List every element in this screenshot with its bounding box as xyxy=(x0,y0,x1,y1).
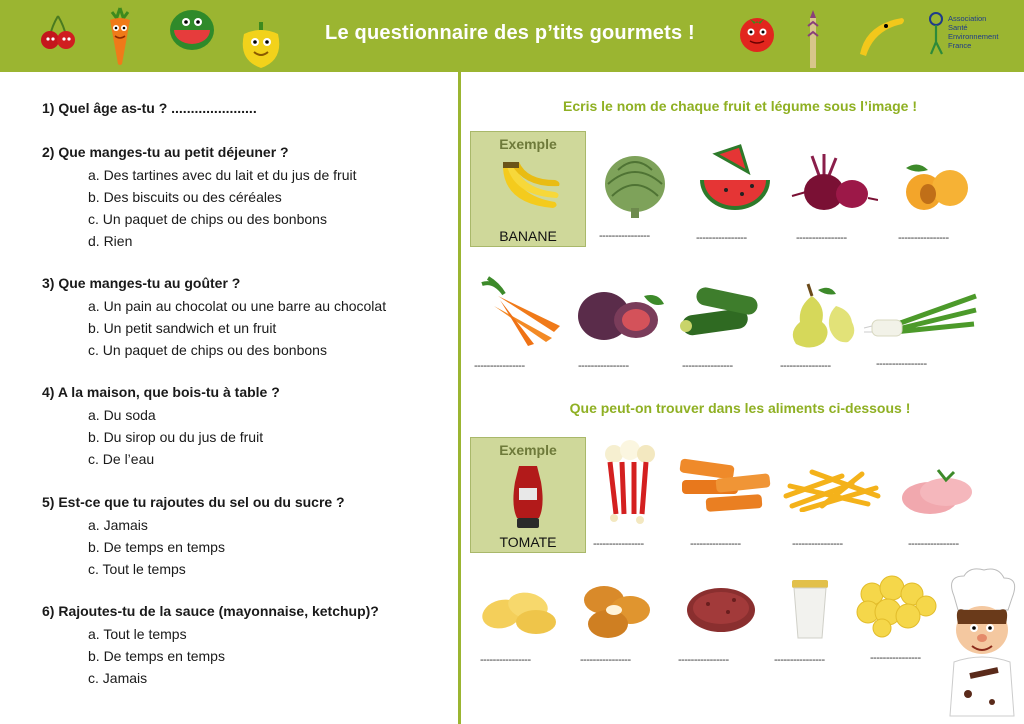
banana-icon xyxy=(497,158,563,216)
example-box-ketchup xyxy=(470,437,586,553)
answer-option[interactable]: c. Un paquet de chips ou des bonbons xyxy=(88,342,327,358)
answer-option[interactable]: b. De temps en temps xyxy=(88,648,225,664)
example-label: Exemple xyxy=(499,442,557,458)
answer-option[interactable]: d. Rien xyxy=(88,233,133,249)
answer-option[interactable]: a. Tout le temps xyxy=(88,626,187,642)
answer-option[interactable]: c. Un paquet de chips ou des bonbons xyxy=(88,211,327,227)
answer-blank-line[interactable]: ---------------- xyxy=(696,232,747,244)
yogurt-icon xyxy=(788,578,832,640)
answer-blank-line[interactable]: ---------------- xyxy=(796,232,847,244)
answer-blank-line[interactable]: ---------------- xyxy=(580,654,631,666)
answer-blank-line[interactable]: ---------------- xyxy=(593,538,644,550)
question-6 xyxy=(42,601,447,689)
question-label: 5) Est-ce que tu rajoutes du sel ou du sucre ? xyxy=(42,494,345,510)
answer-blank-line[interactable]: ---------------- xyxy=(480,654,531,666)
cherry-mascot-icon xyxy=(38,12,78,52)
section-ingredients-title: Que peut-on trouver dans les aliments ci-dessous ! xyxy=(569,400,911,416)
fish-sticks-icon xyxy=(676,458,772,516)
question-label: 1) Quel âge as-tu ? ...................... xyxy=(42,100,257,116)
answer-option[interactable]: b. De temps en temps xyxy=(88,539,225,555)
answer-option[interactable]: b. Du sirop ou du jus de fruit xyxy=(88,429,264,445)
answer-blank-line[interactable]: ---------------- xyxy=(682,360,733,372)
page-title: Le questionnaire des p’tits gourmets ! xyxy=(325,22,695,44)
fig-icon xyxy=(574,282,666,344)
answer-blank-line[interactable]: ---------------- xyxy=(780,360,831,372)
chips-icon xyxy=(480,586,560,638)
zucchini-icon xyxy=(678,284,762,342)
answer-blank-line[interactable]: ---------------- xyxy=(774,654,825,666)
answer-blank-line[interactable]: ---------------- xyxy=(474,360,525,372)
answer-blank-line[interactable]: ---------------- xyxy=(678,654,729,666)
example-answer: BANANE xyxy=(499,228,557,244)
example-answer: TOMATE xyxy=(499,534,557,550)
answer-blank-line[interactable]: ---------------- xyxy=(578,360,629,372)
association-figure-icon xyxy=(928,12,946,56)
association-logo xyxy=(928,12,1020,62)
ketchup-icon xyxy=(511,462,545,528)
answer-blank-line[interactable]: ---------------- xyxy=(599,230,650,242)
burger-patty-icon xyxy=(684,586,758,634)
pepper-mascot-icon xyxy=(238,20,284,70)
answer-option[interactable]: c. Tout le temps xyxy=(88,561,186,577)
section-fruits-title: Ecris le nom de chaque fruit et légume sous l’image ! xyxy=(563,98,917,114)
answer-blank-line[interactable]: ---------------- xyxy=(876,358,927,370)
apricot-icon xyxy=(898,158,974,214)
beetroot-icon xyxy=(790,152,878,216)
artichoke-icon xyxy=(600,150,670,218)
answer-option[interactable]: b. Un petit sandwich et un fruit xyxy=(88,320,277,336)
carrot-icon xyxy=(474,276,564,346)
popcorn-icon xyxy=(600,440,660,524)
answer-blank-line[interactable]: ---------------- xyxy=(690,538,741,550)
example-label: Exemple xyxy=(499,136,557,152)
chef-mascot-icon xyxy=(940,566,1024,722)
answer-blank-line[interactable]: ---------------- xyxy=(898,232,949,244)
spring-onion-icon xyxy=(862,286,978,342)
question-label: 2) Que manges-tu au petit déjeuner ? xyxy=(42,144,289,160)
answer-option[interactable]: c. Jamais xyxy=(88,670,148,686)
header-banner xyxy=(0,0,1024,72)
question-2 xyxy=(42,142,447,252)
answer-option[interactable]: a. Jamais xyxy=(88,517,148,533)
asparagus-mascot-icon xyxy=(802,8,824,70)
association-name: Association Santé Environnement France xyxy=(948,14,999,50)
question-3 xyxy=(42,273,447,361)
answer-blank-line[interactable]: ---------------- xyxy=(870,652,921,664)
banana-mascot-icon xyxy=(856,14,908,58)
french-fries-icon xyxy=(782,466,882,512)
question-label: 3) Que manges-tu au goûter ? xyxy=(42,275,241,291)
question-4 xyxy=(42,382,447,470)
carrot-mascot-icon xyxy=(98,6,142,66)
watermelon-icon xyxy=(696,144,774,214)
tomato-mascot-icon xyxy=(736,12,778,54)
answer-option[interactable]: c. De l’eau xyxy=(88,451,155,467)
column-divider xyxy=(458,72,461,724)
watermelon-mascot-icon xyxy=(168,6,216,52)
answer-option[interactable]: a. Des tartines avec du lait et du jus de fruit xyxy=(88,167,357,183)
answer-option[interactable]: b. Des biscuits ou des céréales xyxy=(88,189,282,205)
answer-blank-line[interactable]: ---------------- xyxy=(908,538,959,550)
question-1 xyxy=(42,98,447,118)
example-box-banana xyxy=(470,131,586,247)
answer-blank-line[interactable]: ---------------- xyxy=(792,538,843,550)
nuggets-icon xyxy=(580,580,654,642)
ham-icon xyxy=(900,466,978,520)
answer-option[interactable]: a. Un pain au chocolat ou une barre au chocolat xyxy=(88,298,387,314)
question-label: 4) A la maison, que bois-tu à table ? xyxy=(42,384,280,400)
answer-option[interactable]: a. Du soda xyxy=(88,407,156,423)
question-label: 6) Rajoutes-tu de la sauce (mayonnaise, ketchup)? xyxy=(42,603,379,619)
question-5 xyxy=(42,492,447,580)
pasta-icon xyxy=(852,572,942,638)
pear-icon xyxy=(778,282,858,350)
